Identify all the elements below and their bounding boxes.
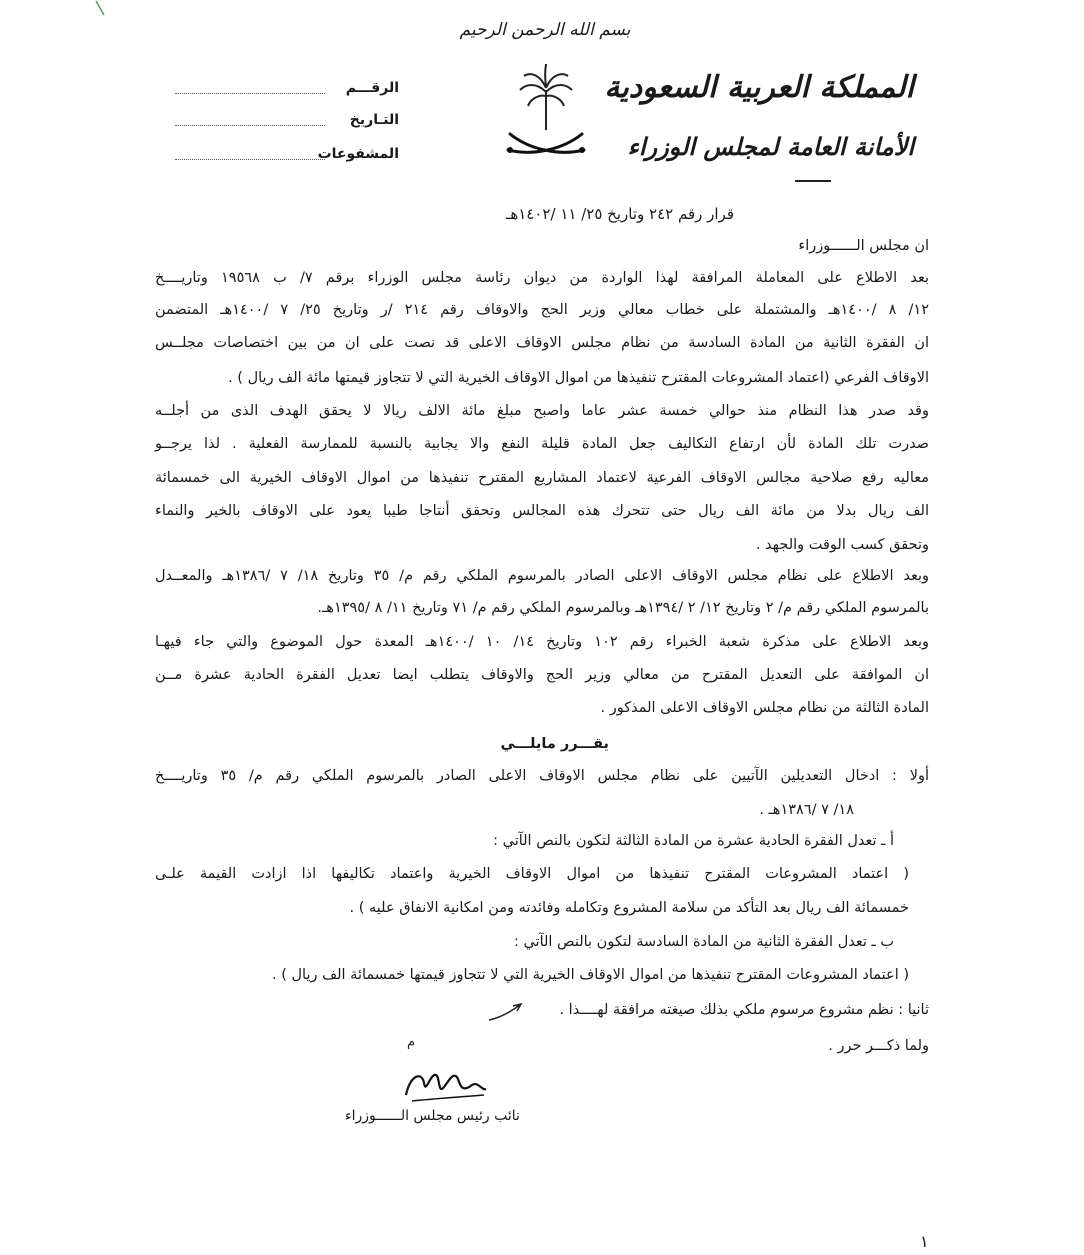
date-field-line bbox=[175, 124, 325, 126]
number-label: الرقـــم bbox=[345, 80, 399, 96]
basmala: بسم الله الرحمن الرحيم bbox=[459, 20, 631, 40]
handwritten-tick-icon bbox=[485, 998, 525, 1026]
body-line: وبعد الاطلاع على مذكرة شعبة الخبراء رقم ١٠٢ وتاريخ ١٤/ ١٠ /١٤٠٠هـ المعدة حول الموضوع والتي جاء فيهـا bbox=[155, 634, 930, 650]
body-line: ثانيا : نظم مشروع مرسوم ملكي بذلك صيغته مرافقة لهــــذا . bbox=[559, 1002, 929, 1018]
body-line: ان الموافقة على التعديل المقترح من معالي وزير الحج والاوقاف يتطلب ايضا تعديل الفقرة الحادية عشرة مــن bbox=[155, 667, 929, 683]
corner-mark-icon bbox=[95, 0, 105, 16]
body-line: ( اعتماد المشروعات المقترح تنفيذها من اموال الاوقاف الخيرية واعتماد تكاليفها اذا ازادت القيمة علـى bbox=[155, 866, 909, 882]
body-line: الف ريال بدلا من مائة الف ريال حتى تتحرك هذه المجالس وتحقق أنتاجا طيبا يعود على الاوقاف بالخير والنماء bbox=[155, 503, 929, 519]
attachments-field-line bbox=[175, 158, 325, 160]
body-line: ان مجلس الــــــوزراء bbox=[798, 238, 929, 254]
body-line: وتحقق كسب الوقت والجهد . bbox=[755, 537, 929, 553]
decision-number-line: قرار رقم ٢٤٢ وتاريخ ٢٥/ ١١ /١٤٠٢هـ bbox=[505, 205, 734, 223]
body-line: ١٨/ ٧ /١٣٨٦هـ . bbox=[759, 802, 854, 818]
handwritten-mark: م bbox=[407, 1035, 416, 1050]
body-line: الاوقاف الفرعي (اعتماد المشروعات المقترح تنفيذها من اموال الاوقاف الخيرية التي لا تتجاوز قيمتها مائة الف ريال ) . bbox=[228, 370, 929, 386]
body-line: المادة الثالثة من نظام مجلس الاوقاف الاعلى المذكور . bbox=[600, 700, 929, 716]
body-line: ١٢/ ٨ /١٤٠٠هـ والمشتملة على خطاب معالي وزير الحج والاوقاف رقم ٢١٤ /ر وتاريخ ٢٥/ ٧ /١٤٠٠هـ المتضمن bbox=[155, 302, 929, 318]
body-line: صدرت تلك المادة لأن ارتفاع التكاليف جعل المادة قليلة النفع والا يجابية بالنسبة للممارسة الفعلية . لذا يرجــو bbox=[155, 436, 929, 452]
body-line: ان الفقرة الثانية من المادة السادسة من نظام مجلس الاوقاف الاعلى قد نصت على ان من بين اختصاصات مجلــس bbox=[155, 335, 929, 351]
handwritten-signature-icon bbox=[400, 1065, 490, 1105]
body-line: وبعد الاطلاع على نظام مجلس الاوقاف الاعلى الصادر بالمرسوم الملكي رقم م/ ٣٥ وتاريخ ١٨/ ٧ /١٣٨٦هـ والمعــدل bbox=[155, 568, 929, 584]
date-label: التـاريخ bbox=[349, 112, 399, 128]
body-line: أ ـ تعدل الفقرة الحادية عشرة من المادة الثالثة لتكون بالنص الآتي : bbox=[493, 833, 894, 849]
secretariat-title: الأمانة العامة لمجلس الوزراء bbox=[627, 132, 914, 161]
body-line: بالمرسوم الملكي رقم م/ ٢ وتاريخ ١٢/ ٢ /١٣٩٤هـ وبالمرسوم الملكي رقم م/ ٧١ وتاريخ ١١/ ٨ /١٣٩٥هـ. bbox=[317, 600, 929, 616]
body-line: بعد الاطلاع على المعاملة المرافقة لهذا الواردة من ديوان رئاسة مجلس الوزراء برقم ٧/ ب ١٩٥٦٨ وتاريــــخ bbox=[155, 270, 929, 286]
signatory-title: نائب رئيس مجلس الــــــوزراء bbox=[345, 1108, 520, 1124]
attachments-label: المشفوعات bbox=[317, 146, 399, 162]
body-line: خمسمائة الف ريال بعد التأكد من سلامة المشروع وتكامله وفائدته ومن امكانية الانفاق عليه ) . bbox=[349, 900, 909, 916]
body-line: معاليه رفع صلاحية مجالس الاوقاف الفرعية لاعتماد المشاريع المقترح تنفيذها من اموال الاوقاف الخيرية الى خمسمائة bbox=[155, 470, 929, 486]
body-line: ب ـ تعدل الفقرة الثانية من المادة السادسة لتكون بالنص الآتي : bbox=[513, 934, 894, 950]
number-field-line bbox=[175, 92, 325, 94]
header-divider bbox=[795, 180, 831, 182]
saudi-palm-swords-emblem-icon bbox=[500, 60, 592, 168]
page-number: ١ bbox=[920, 1232, 929, 1251]
body-line: ولما ذكـــر حرر . bbox=[828, 1038, 929, 1054]
body-line: ( اعتماد المشروعات المقترح تنفيذها من اموال الاوقاف الخيرية التي لا تتجاوز قيمتها خمسمائة الف ريال ) . bbox=[272, 967, 909, 983]
kingdom-title: المملكة العربية السعودية bbox=[604, 70, 914, 105]
resolves-heading: يقـــرر مايلـــي bbox=[500, 736, 609, 752]
body-line: وقد صدر هذا النظام منذ حوالي خمسة عشر عاما واصبح مبلغ مائة الالف ريالا لا يحقق الهدف الذى من أجلــه bbox=[155, 403, 929, 419]
body-line: أولا : ادخال التعديلين الآتيين على نظام مجلس الاوقاف الاعلى الصادر بالمرسوم الملكي رقم م/ ٣٥ وتاريــــخ bbox=[155, 768, 929, 784]
